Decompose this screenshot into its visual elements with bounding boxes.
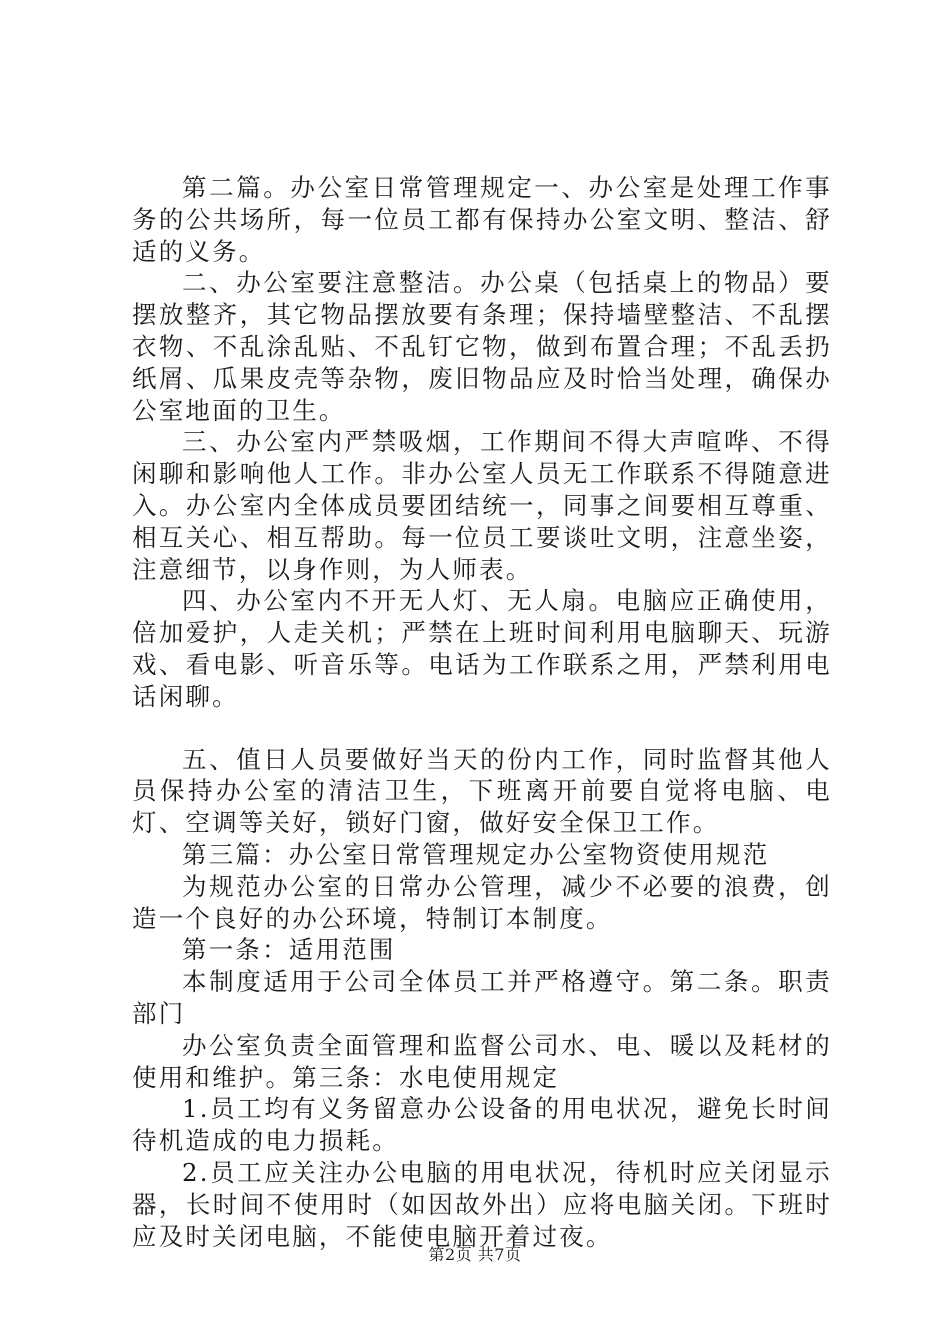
paragraph-section-three-title: 第三篇：办公室日常管理规定办公室物资使用规范 — [182, 839, 770, 869]
paragraph-purpose: 为规范办公室的日常办公管理，减少不必要的浪费，创造一个良好的办公环境，特制订本制度。 — [132, 871, 832, 933]
paragraph-article-one: 第一条：适用范围 — [182, 935, 396, 965]
paragraph-item-two: 2.员工应关注办公电脑的用电状况，待机时应关闭显示器，长时间不使用时（如因故外出）应将电脑关闭。下班时应及时关闭电脑，不能使电脑开着过夜。 — [132, 1157, 832, 1251]
paragraph-rule-four: 四、办公室内不开无人灯、无人扇。电脑应正确使用，倍加爱护，人走关机；严禁在上班时间利用电脑聊天、玩游戏、看电影、听音乐等。电话为工作联系之用，严禁利用电话闲聊。 — [132, 586, 832, 711]
paragraph-rule-five: 五、值日人员要做好当天的份内工作，同时监督其他人员保持办公室的清洁卫生，下班离开前要自觉将电脑、电灯、空调等关好，锁好门窗，做好安全保卫工作。 — [132, 744, 832, 838]
paragraph-section-two-intro: 第二篇。办公室日常管理规定一、办公室是处理工作事务的公共场所，每一位员工都有保持办公室文明、整洁、舒适的义务。 — [132, 173, 832, 266]
document-body — [132, 172, 832, 1252]
paragraph-item-one: 1.员工均有义务留意办公设备的用电状况，避免长时间待机造成的电力损耗。 — [132, 1094, 832, 1156]
paragraph-responsibility: 办公室负责全面管理和监督公司水、电、暖以及耗材的使用和维护。第三条：水电使用规定 — [132, 1030, 832, 1092]
paragraph-scope: 本制度适用于公司全体员工并严格遵守。第二条。职责部门 — [132, 967, 832, 1028]
paragraph-rule-three: 三、办公室内严禁吸烟，工作期间不得大声喧哗、不得闲聊和影响他人工作。非办公室人员无工作联系不得随意进入。办公室内全体成员要团结统一，同事之间要相互尊重、相互关心、相互帮助。每一位员工要谈吐文明，注意坐姿，注意细节，以身作则，为人师表。 — [132, 427, 832, 584]
paragraph-rule-two: 二、办公室要注意整洁。办公桌（包括桌上的物品）要摆放整齐，其它物品摆放要有条理；保持墙壁整洁、不乱摆衣物、不乱涂乱贴、不乱钉它物，做到布置合理；不乱丢扔纸屑、瓜果皮壳等杂物，废旧物品应及时恰当处理，确保办公室地面的卫生。 — [132, 268, 832, 425]
page-number-footer: 第2页 共7页 — [428, 1245, 522, 1264]
